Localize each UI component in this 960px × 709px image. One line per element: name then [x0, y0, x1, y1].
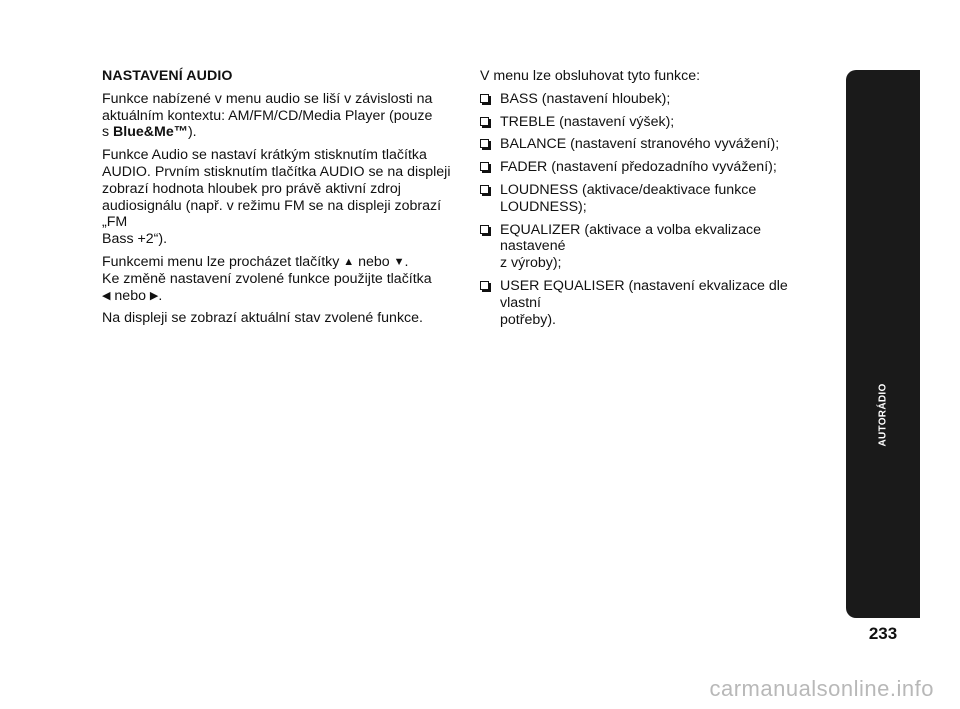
blueme-brand: Blue&Me™ — [113, 124, 188, 141]
list-item: EQUALIZER (aktivace a volba ekvalizace nastavené z výroby); — [480, 222, 830, 272]
checkbox-bullet-icon — [480, 139, 489, 148]
checkbox-bullet-icon — [480, 185, 489, 194]
list-item: TREBLE (nastavení výšek); — [480, 114, 830, 131]
list-item: LOUDNESS (aktivace/deaktivace funkce LOUDNESS); — [480, 182, 830, 216]
functions-intro: V menu lze obsluhovat tyto funkce: — [480, 68, 701, 84]
arrow-down-icon: ▼ — [393, 255, 405, 268]
list-item: FADER (nastavení předozadního vyvážení); — [480, 159, 830, 176]
chapter-label: AUTORÁDIO — [877, 383, 889, 447]
arrow-right-icon: ▶ — [149, 289, 159, 302]
list-item: USER EQUALISER (nastavení ekvalizace dle vlastní potřeby). — [480, 278, 830, 328]
arrow-left-icon: ◀ — [102, 289, 111, 302]
checkbox-bullet-icon — [480, 94, 489, 103]
arrow-up-icon: ▲ — [343, 255, 355, 268]
checkbox-bullet-icon — [480, 162, 489, 171]
watermark: carmanualsonline.info — [709, 676, 934, 701]
list-item: BALANCE (nastavení stranového vyvážení); — [480, 136, 830, 153]
chapter-side-tab — [846, 70, 920, 618]
functions-list — [480, 91, 830, 329]
page-number: 233 — [868, 624, 898, 643]
paragraph-display-state: Na displeji se zobrazí aktuální stav zvolené funkce. — [102, 310, 423, 327]
paragraph-audio-functions: Funkce nabízené v menu audio se liší v závislosti na aktuálním kontextu: AM/FM/CD/Media Player (pouze s Blue&Me™). — [102, 90, 433, 141]
checkbox-bullet-icon — [480, 225, 489, 234]
section-heading: NASTAVENÍ AUDIO — [102, 68, 233, 84]
right-column — [480, 68, 830, 334]
left-column — [102, 68, 462, 333]
checkbox-bullet-icon — [480, 281, 489, 290]
list-item: BASS (nastavení hloubek); — [480, 91, 830, 108]
paragraph-audio-button: Funkce Audio se nastaví krátkým stisknutím tlačítka AUDIO. Prvním stisknutím tlačítka AUDIO se na displeji zobrazí hodnota hloubek pro právě aktivní zdroj audiosignálu (např. v režimu FM se na displeji zobrazí „FM Bass +2“). — [102, 147, 451, 248]
checkbox-bullet-icon — [480, 117, 489, 126]
paragraph-navigation: Funkcemi menu lze procházet tlačítky ▲ nebo ▼. Ke změně nastavení zvolené funkce použijte tlačítka ◀ nebo ▶. — [102, 253, 432, 304]
